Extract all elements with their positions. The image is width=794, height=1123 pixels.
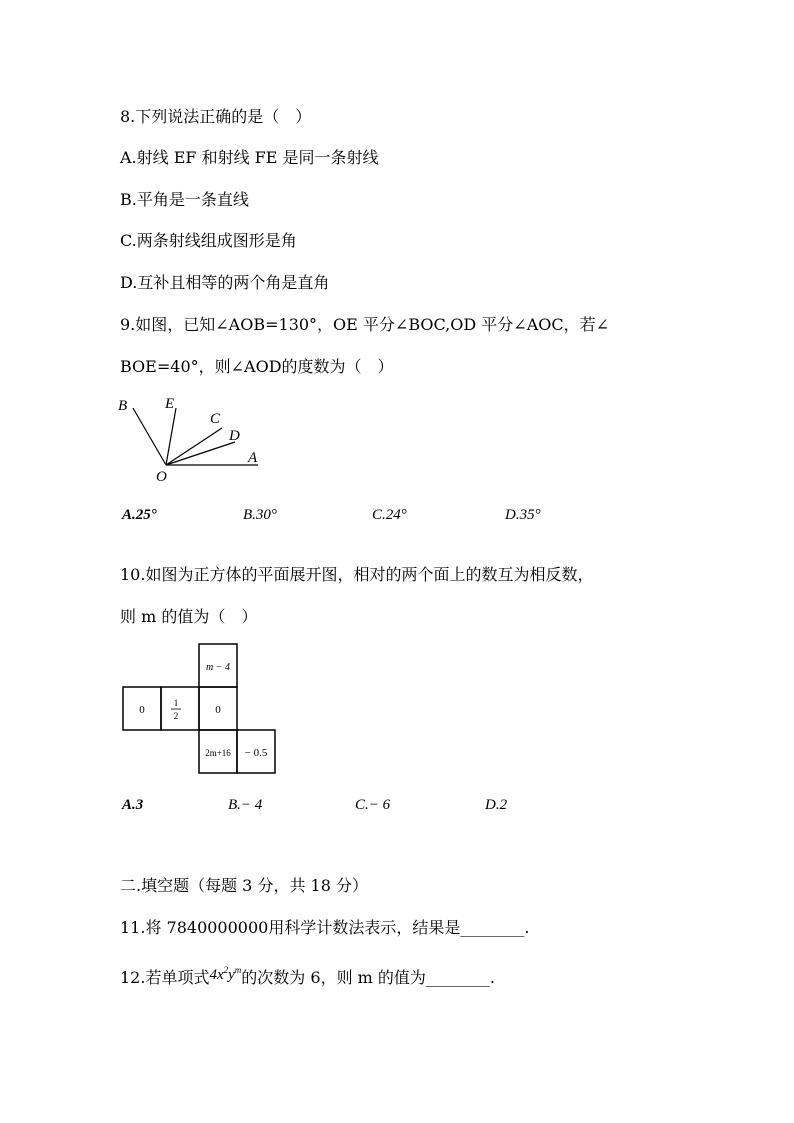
- ray-ob: [133, 408, 166, 465]
- q9-option-a: A.25°: [122, 507, 157, 523]
- q12-suffix: 的次数为 6，则 m 的值为________.: [241, 968, 495, 987]
- label-c: C: [210, 411, 221, 427]
- q8-option-a: A.射线 EF 和射线 FE 是同一条射线: [120, 148, 379, 167]
- q11-text: 11.将 7840000000用科学计数法表示，结果是________.: [120, 918, 530, 937]
- q9-option-d: D.35°: [505, 507, 541, 523]
- q9-stem-line2: BOE=40°，则∠AOD的度数为（ ）: [120, 357, 394, 376]
- net-text-bottom-right: − 0.5: [244, 747, 268, 759]
- label-a: A: [248, 450, 258, 466]
- q12-prefix: 12.若单项式: [120, 968, 210, 987]
- angle-figure: [110, 390, 270, 490]
- label-e: E: [165, 396, 175, 412]
- q8-option-b: B.平角是一条直线: [120, 190, 249, 209]
- q10-option-c: C.− 6: [355, 797, 391, 813]
- q10-option-d: D.2: [485, 797, 508, 813]
- label-b: B: [118, 398, 128, 414]
- net-text-bottom-left: 2m+16: [205, 748, 231, 758]
- q12-monomial-formula: $4x^2y^m$: [209, 965, 242, 983]
- cube-net-figure: [120, 642, 280, 776]
- q9-option-b: B.30°: [243, 507, 277, 523]
- net-text-middle-left-den: 2: [173, 711, 179, 721]
- q9-option-c: C.24°: [372, 507, 407, 523]
- q10-stem-line1: 10.如图为正方体的平面展开图，相对的两个面上的数互为相反数，: [120, 565, 594, 584]
- net-text-left: 0: [139, 704, 145, 716]
- q8-option-d: D.互补且相等的两个角是直角: [120, 273, 330, 292]
- label-o: O: [156, 469, 167, 485]
- net-text-top: m − 4: [206, 662, 230, 673]
- q10-stem-line2: 则 m 的值为（ ）: [120, 607, 258, 626]
- q12-text: [120, 960, 495, 988]
- q8-option-c: C.两条射线组成图形是角: [120, 231, 297, 250]
- q8-stem: 8.下列说法正确的是（ ）: [120, 107, 312, 126]
- net-text-middle-left-num: 1: [173, 698, 179, 708]
- net-cell-middle-left: [161, 687, 199, 730]
- section-2-title: 二.填空题（每题 3 分，共 18 分）: [120, 876, 368, 895]
- ray-od: [166, 442, 235, 465]
- q9-stem-line1: 9.如图，已知∠AOB=130°，OE 平分∠BOC,OD 平分∠AOC，若∠: [120, 315, 610, 334]
- label-d: D: [229, 428, 240, 444]
- net-text-center: 0: [215, 704, 221, 716]
- q10-option-b: B.− 4: [228, 797, 263, 813]
- ray-oe: [166, 408, 176, 465]
- q10-option-a: A.3: [122, 797, 144, 813]
- ray-oc: [166, 428, 222, 465]
